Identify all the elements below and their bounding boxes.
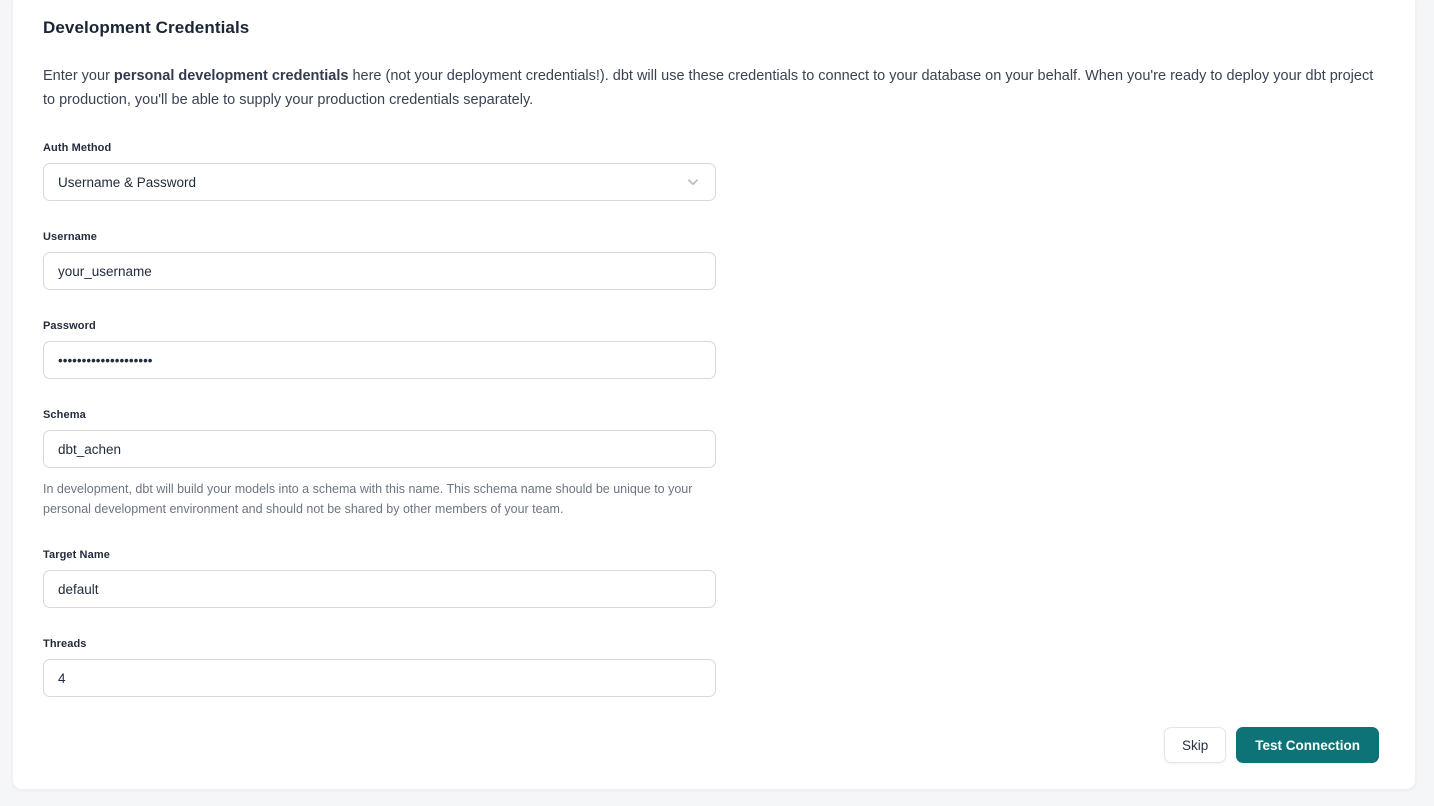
auth-method-label: Auth Method xyxy=(43,142,112,154)
password-label: Password xyxy=(43,320,96,332)
skip-button[interactable]: Skip xyxy=(1164,727,1226,763)
intro-text xyxy=(43,64,1379,112)
schema-help-text: In development, dbt will build your models into a schema with this name. This schema name should be unique to your personal development environment and should not be shared by other members of your team. xyxy=(43,482,693,516)
intro-bold: personal development credentials xyxy=(113,68,349,84)
target-name-field[interactable] xyxy=(43,570,716,608)
username-group xyxy=(43,231,716,290)
threads-label: Threads xyxy=(43,638,87,650)
schema-field[interactable] xyxy=(43,430,716,468)
form-actions xyxy=(43,727,1385,763)
chevron-down-icon xyxy=(685,174,701,190)
page-title: Development Credentials xyxy=(43,18,250,37)
username-field[interactable] xyxy=(43,252,716,290)
development-credentials-card xyxy=(12,0,1416,790)
password-group xyxy=(43,320,716,379)
auth-method-select[interactable] xyxy=(43,163,716,201)
test-connection-button[interactable]: Test Connection xyxy=(1236,727,1379,763)
schema-group xyxy=(43,409,716,519)
intro-suffix: here (not your deployment credentials!). dbt will use these credentials to connect to your database on your behalf. When you're ready to deploy your dbt project to production, you'll be able to supply your production credentials separately. xyxy=(43,68,1374,108)
credentials-form xyxy=(43,142,716,697)
auth-method-selected-value: Username & Password xyxy=(58,174,197,190)
schema-label: Schema xyxy=(43,409,86,421)
username-label: Username xyxy=(43,231,97,243)
target-name-group xyxy=(43,549,716,608)
target-name-label: Target Name xyxy=(43,549,110,561)
threads-field[interactable] xyxy=(43,659,716,697)
threads-group xyxy=(43,638,716,697)
password-field[interactable] xyxy=(43,341,716,379)
intro-prefix: Enter your xyxy=(43,68,114,84)
auth-method-group xyxy=(43,142,716,201)
